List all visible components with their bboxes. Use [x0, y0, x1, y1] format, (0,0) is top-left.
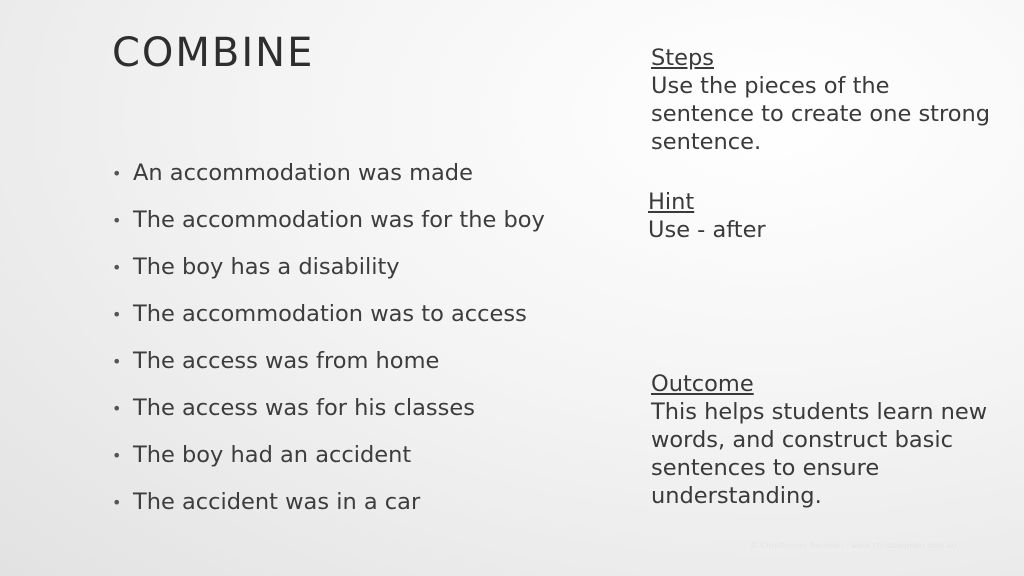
outcome-block	[651, 370, 996, 510]
slide-title: COMBINE	[112, 30, 315, 76]
hint-block	[648, 188, 993, 244]
steps-block	[651, 44, 996, 156]
hint-heading: Hint	[648, 189, 695, 215]
steps-heading: Steps	[651, 45, 714, 71]
footer-credit: © Christopher Bauman - www.chrisbauman.com.au	[750, 541, 957, 550]
bullet-item: • An accommodation was made	[112, 150, 632, 197]
bullet-item: • The accommodation was to access	[112, 291, 632, 338]
hint-text: Use - after	[648, 217, 766, 243]
outcome-text: This helps students learn new words, and construct basic sentences to ensure understanding.	[651, 399, 988, 509]
bullet-item: • The accommodation was for the boy	[112, 197, 632, 244]
steps-text: Use the pieces of the sentence to create one strong sentence.	[651, 73, 991, 155]
bullet-item: • The access was from home	[112, 338, 632, 385]
bullet-item: • The boy has a disability	[112, 244, 632, 291]
bullet-list	[112, 150, 632, 526]
bullet-item: • The accident was in a car	[112, 479, 632, 526]
outcome-heading: Outcome	[651, 371, 754, 397]
bullet-item: • The boy had an accident	[112, 432, 632, 479]
bullet-item: • The access was for his classes	[112, 385, 632, 432]
